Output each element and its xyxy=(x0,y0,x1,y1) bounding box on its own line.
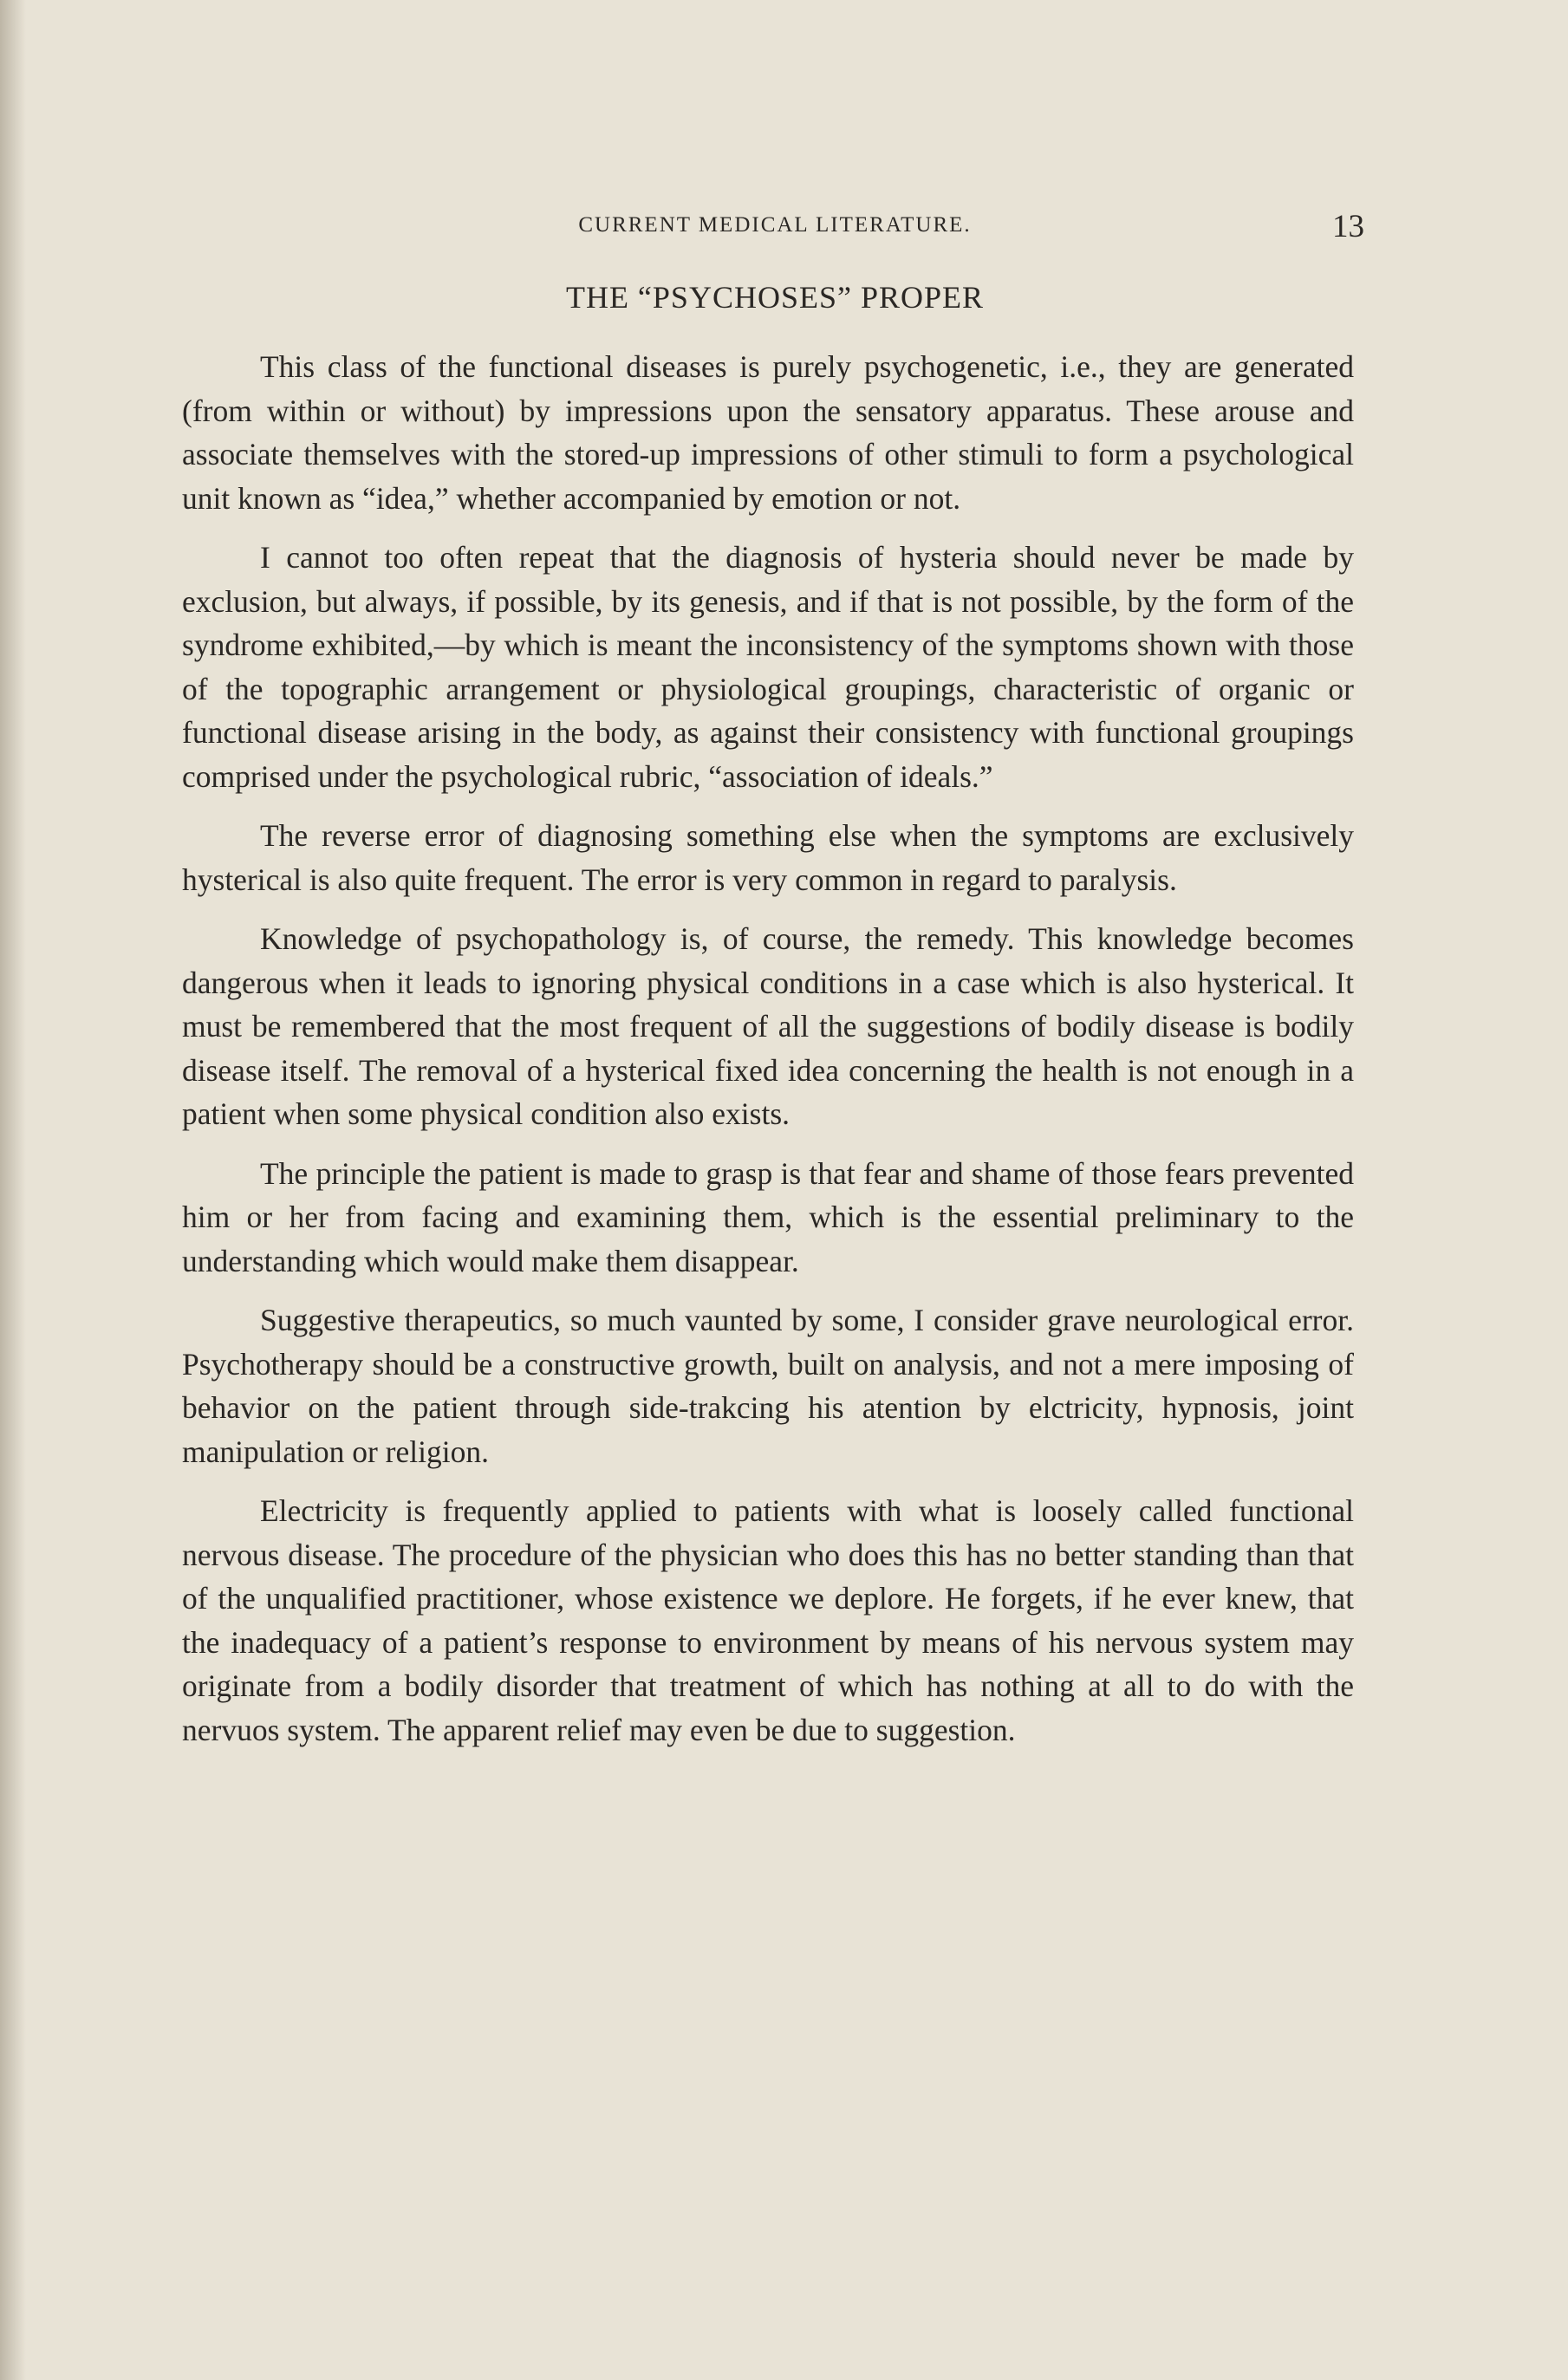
running-header xyxy=(185,208,1364,243)
paragraph: The reverse error of diagnosing something else when the symptoms are exclusively hysterical is also quite frequent. The error is very common in regard to paralysis. xyxy=(182,818,1354,897)
paragraph: I cannot too often repeat that the diagnosis of hysteria should never be made by exclusion, but always, if possible, by its genesis, and if that is not possible, by the form of the syndrome exhibited,—by which is meant the inconsistency of the symptoms shown with those of the topographic arrangement or physiological groupings, characteristic of organic or functional disease arising in the body, as against their consistency with functional groupings comprised under the psychological rubric, “association of ideals.” xyxy=(182,540,1354,794)
paragraph: Electricity is frequently applied to patients with what is loosely called functional nervous disease. The procedure of the physician who does this has no better standing than that of the unqualified practitioner, whose existence we deplore. He forgets, if he ever knew, that the inadequacy of a patient’s response to environment by means of his nervous system may originate from a bodily disorder that treatment of which has nothing at all to do with the nervuos system. The apparent relief may even be due to suggestion. xyxy=(182,1493,1354,1747)
paragraph: Knowledge of psychopathology is, of course, the remedy. This knowledge becomes dangerous when it leads to ignoring physical conditions in a case which is also hysterical. It must be remembered that the most frequent of all the suggestions of bodily disease is bodily disease itself. The removal of a hysterical fixed idea concerning the health is not enough in a patient when some physical condition also exists. xyxy=(182,921,1354,1131)
paragraph: This class of the functional diseases is purely psychogenetic, i.e., they are generated (from within or without) by impressions upon the sensatory apparatus. These arouse and associate themselves with the stored-up impressions of other stimuli to form a psychological unit known as “idea,” whether accompanied by emotion or not. xyxy=(182,349,1354,516)
page-number: 13 xyxy=(1332,209,1364,244)
paragraph: Suggestive therapeutics, so much vaunted by some, I consider grave neurological error. Psychotherapy should be a constructive growth, built on analysis, and not a mere imposing of behavior on the patient through side-trakcing his atention by elctricity, hypnosis, joint manipulation or religion. xyxy=(182,1303,1354,1469)
running-title: CURRENT MEDICAL LITERATURE. xyxy=(578,213,972,237)
paragraph: The principle the patient is made to grasp is that fear and shame of those fears prevented him or her from facing and examining them, which is the essential preliminary to the understanding which would make them disappear. xyxy=(182,1155,1354,1278)
body-text xyxy=(182,345,1354,1767)
section-title: THE “PSYCHOSES” PROPER xyxy=(565,280,985,315)
